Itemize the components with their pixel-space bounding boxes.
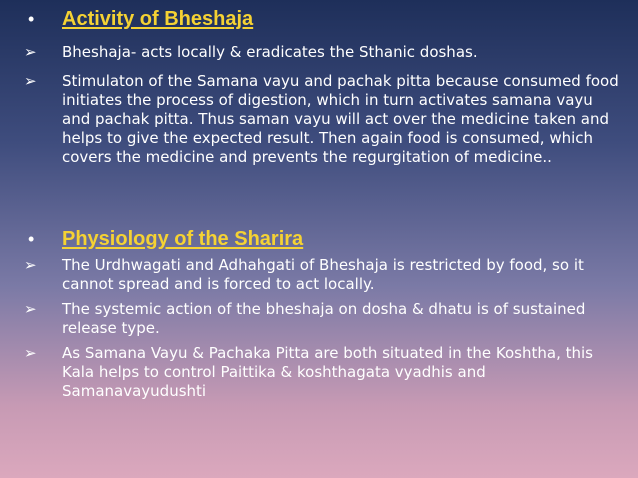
- list-item: [24, 72, 624, 167]
- arrow-bullet-icon: ➢: [24, 256, 37, 274]
- list-item: [24, 344, 624, 401]
- list-item: [24, 43, 624, 62]
- arrow-bullet-icon: ➢: [24, 300, 37, 318]
- bullet-dot-icon: •: [28, 229, 35, 249]
- bullet-dot-icon: •: [28, 9, 35, 29]
- arrow-bullet-icon: ➢: [24, 72, 37, 90]
- list-item: [24, 256, 624, 294]
- bullet-text: The Urdhwagati and Adhahgati of Bheshaja is restricted by food, so it cannot spread and is forced to act locally.: [62, 256, 584, 293]
- section-heading-row: [28, 8, 253, 31]
- list-item: [24, 300, 624, 338]
- arrow-bullet-icon: ➢: [24, 344, 37, 362]
- bullet-text: Stimulaton of the Samana vayu and pachak pitta because consumed food initiates the process of digestion, which in turn activates samana vayu and pachak pitta. Thus saman vayu will act over the medicine taken and helps to give the expected result. Then again food is consumed, which covers the medicine and prevents the regurgitation of medicine..: [62, 72, 619, 166]
- section-heading: Activity of Bheshaja: [62, 8, 254, 30]
- section-heading-row: [28, 228, 303, 251]
- section-heading: Physiology of the Sharira: [62, 228, 304, 250]
- bullet-text: Bheshaja- acts locally & eradicates the Sthanic doshas.: [62, 43, 478, 61]
- arrow-bullet-icon: ➢: [24, 43, 37, 61]
- bullet-text: As Samana Vayu & Pachaka Pitta are both situated in the Koshtha, this Kala helps to control Paittika & koshthagata vyadhis and Samanavayudushti: [62, 344, 593, 400]
- bullet-text: The systemic action of the bheshaja on dosha & dhatu is of sustained release type.: [62, 300, 586, 337]
